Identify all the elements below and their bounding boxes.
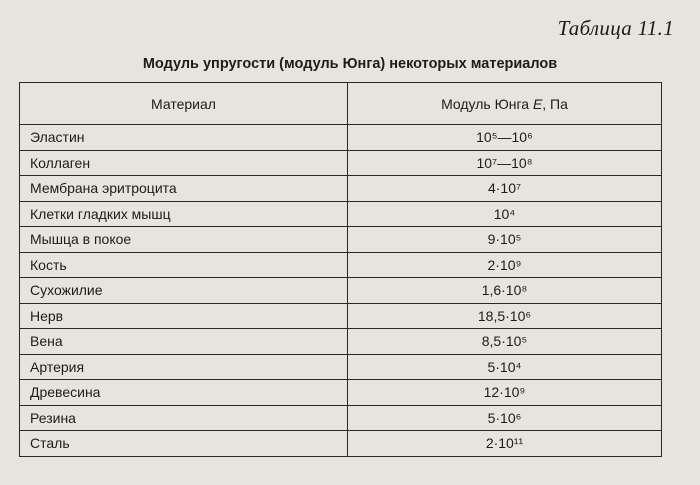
table-row bbox=[20, 405, 662, 431]
modulus-cell: 9·10⁵ bbox=[348, 227, 662, 253]
table-row bbox=[20, 431, 662, 457]
modulus-cell: 2·10¹¹ bbox=[348, 431, 662, 457]
table-row bbox=[20, 252, 662, 278]
material-cell: Коллаген bbox=[20, 150, 348, 176]
table-row bbox=[20, 227, 662, 253]
modulus-cell: 10⁵—10⁶ bbox=[348, 125, 662, 151]
table-header-row bbox=[20, 83, 662, 125]
table-row bbox=[20, 150, 662, 176]
table-row bbox=[20, 303, 662, 329]
youngs-modulus-table bbox=[19, 82, 662, 457]
modulus-cell: 5·10⁶ bbox=[348, 405, 662, 431]
material-cell: Резина bbox=[20, 405, 348, 431]
table-row bbox=[20, 125, 662, 151]
modulus-cell: 5·10⁴ bbox=[348, 354, 662, 380]
material-cell: Вена bbox=[20, 329, 348, 355]
table-caption: Модуль упругости (модуль Юнга) некоторых материалов bbox=[142, 56, 558, 72]
material-cell: Древесина bbox=[20, 380, 348, 406]
header-material: Материал bbox=[20, 83, 348, 125]
material-cell: Артерия bbox=[20, 354, 348, 380]
material-cell: Клетки гладких мышц bbox=[20, 201, 348, 227]
modulus-cell: 8,5·10⁵ bbox=[348, 329, 662, 355]
material-cell: Мембрана эритроцита bbox=[20, 176, 348, 202]
header-modulus bbox=[348, 83, 662, 125]
table-row bbox=[20, 278, 662, 304]
table-row bbox=[20, 176, 662, 202]
modulus-cell: 1,6·10⁸ bbox=[348, 278, 662, 304]
table-body bbox=[20, 125, 662, 457]
modulus-cell: 10⁴ bbox=[348, 201, 662, 227]
material-cell: Сухожилие bbox=[20, 278, 348, 304]
material-cell: Мышца в покое bbox=[20, 227, 348, 253]
modulus-cell: 2·10⁹ bbox=[348, 252, 662, 278]
modulus-cell: 18,5·10⁶ bbox=[348, 303, 662, 329]
material-cell: Кость bbox=[20, 252, 348, 278]
modulus-cell: 12·10⁹ bbox=[348, 380, 662, 406]
material-cell: Сталь bbox=[20, 431, 348, 457]
material-cell: Эластин bbox=[20, 125, 348, 151]
material-cell: Нерв bbox=[20, 303, 348, 329]
header-modulus-symbol: E bbox=[532, 95, 543, 112]
table-row bbox=[20, 380, 662, 406]
table-row bbox=[20, 354, 662, 380]
table-number: Таблица 11.1 bbox=[557, 16, 674, 40]
modulus-cell: 10⁷—10⁸ bbox=[348, 150, 662, 176]
header-modulus-prefix: Модуль Юнга bbox=[441, 95, 533, 112]
header-modulus-unit: , Па bbox=[542, 95, 568, 112]
table-row bbox=[20, 201, 662, 227]
table-row bbox=[20, 329, 662, 355]
modulus-cell: 4·10⁷ bbox=[348, 176, 662, 202]
